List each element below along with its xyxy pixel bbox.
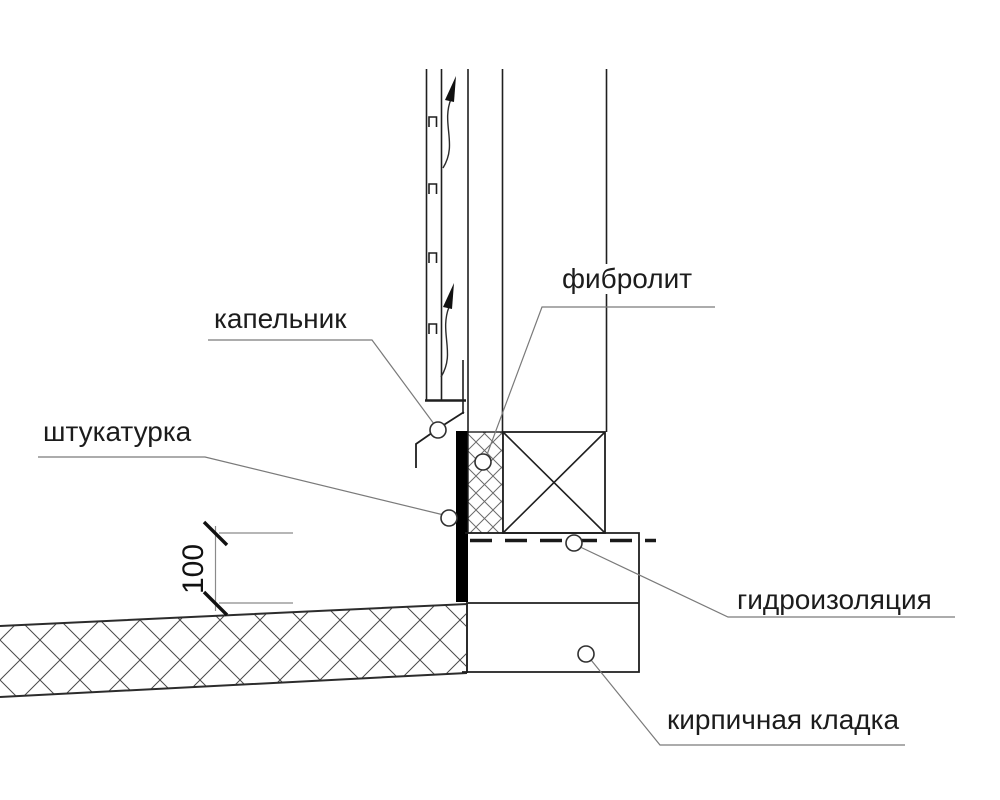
- airflow-arrow-bottom: [441, 283, 454, 377]
- siding-joint: [429, 253, 437, 263]
- label-fibrolite: фибролит: [559, 264, 695, 294]
- dimension-100: [204, 522, 293, 615]
- label-drip-edge: капельник: [211, 304, 350, 334]
- siding-joint: [429, 324, 437, 334]
- marker-waterproofing: [566, 535, 582, 551]
- marker-fibrolite: [475, 454, 491, 470]
- brick-wall-outline: [462, 533, 639, 672]
- fibrolite-strip: [468, 432, 503, 533]
- siding-boards: [425, 69, 466, 401]
- ground-apron: [0, 604, 467, 697]
- marker-brickwork: [578, 646, 594, 662]
- timber-beam: [503, 432, 605, 533]
- siding-joint: [429, 184, 437, 194]
- marker-plaster: [441, 510, 457, 526]
- label-plaster: штукатурка: [40, 417, 194, 447]
- leader-plaster: [38, 457, 448, 516]
- plaster-layer-bar: [456, 431, 468, 602]
- label-waterproofing: гидроизоляция: [734, 585, 935, 615]
- airflow-arrow-top: [443, 76, 456, 168]
- dimension-100-text: 100: [177, 543, 210, 595]
- siding-joint: [429, 117, 437, 127]
- marker-drip-edge: [430, 422, 446, 438]
- leader-drip-edge: [208, 340, 437, 428]
- label-brickwork: кирпичная кладка: [664, 705, 902, 735]
- wall-frame-lines: [463, 69, 607, 432]
